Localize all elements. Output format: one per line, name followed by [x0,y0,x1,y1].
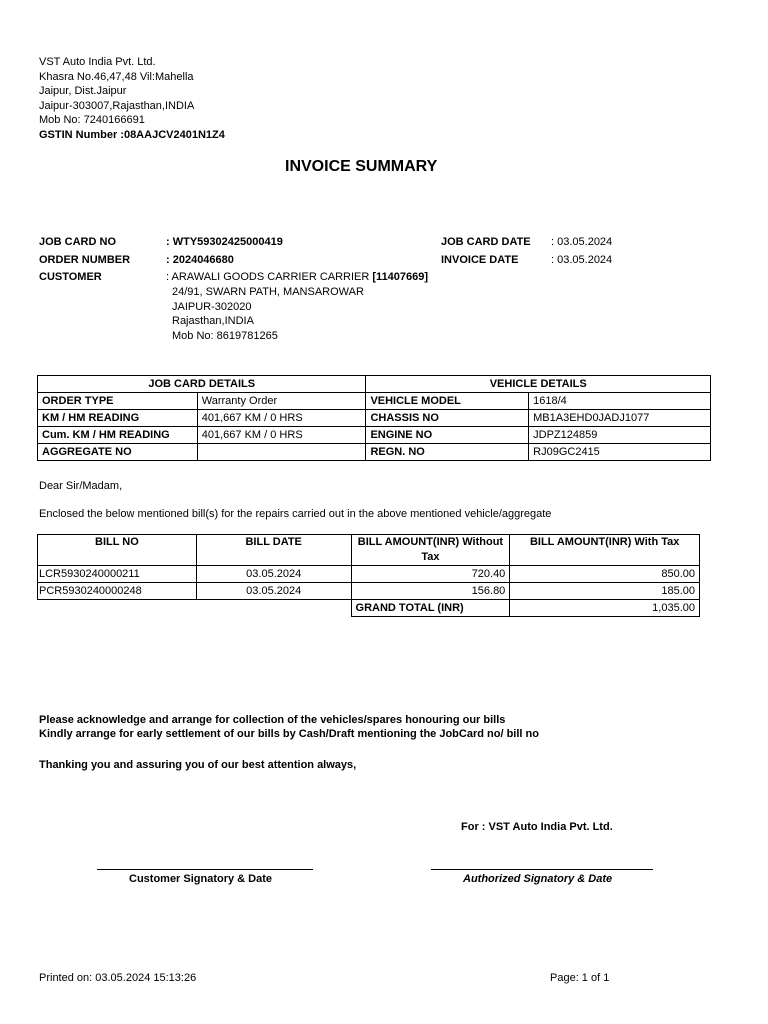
acknowledge-text: Please acknowledge and arrange for collection of the vehicles/spares honouring our bills [39,714,506,726]
job-card-date-value: : 03.05.2024 [551,236,613,248]
page-title: INVOICE SUMMARY [285,158,438,175]
table-row [38,566,700,583]
settlement-text: Kindly arrange for early settlement of our bills by Cash/Draft mentioning the JobCard no/ bill no [39,728,539,740]
order-type-label: ORDER TYPE [38,393,198,410]
bill-date: 03.05.2024 [196,566,351,583]
bill-date-header: BILL DATE [196,535,351,566]
company-address-line: Mob No: 7240166691 [39,114,145,126]
amount-with-tax: 850.00 [510,566,700,583]
customer-signature-line [97,869,313,870]
for-company: For : VST Auto India Pvt. Ltd. [461,821,613,833]
customer-address-line: JAIPUR-302020 [172,300,252,313]
company-address [39,55,225,142]
order-number-value: : 2024046680 [166,254,234,266]
bills-header-row [38,535,700,566]
invoice-date-value: : 03.05.2024 [551,254,613,266]
engine-no-value: JDPZ124859 [529,427,711,444]
aggregate-no-label: AGGREGATE NO [38,444,198,461]
customer-name-text: : ARAWALI GOODS CARRIER CARRIER [166,271,370,283]
company-name: VST Auto India Pvt. Ltd. [39,56,156,68]
vehicle-details-heading: VEHICLE DETAILS [366,376,711,393]
grand-total-row [38,600,700,617]
order-type-value: Warranty Order [197,393,366,410]
page-number: Page: 1 of 1 [550,972,610,984]
customer-code: [11407669] [372,271,429,283]
chassis-no-value: MB1A3EHD0JADJ1077 [529,410,711,427]
table-row [38,444,711,461]
customer-address-line: 24/91, SWARN PATH, MANSAROWAR [172,286,364,298]
cum-km-reading-value: 401,667 KM / 0 HRS [197,427,366,444]
bills-table [37,534,700,617]
vehicle-model-value: 1618/4 [529,393,711,410]
amount-without-tax: 156.80 [351,583,510,600]
job-card-date-label: JOB CARD DATE [441,236,531,248]
printed-on: Printed on: 03.05.2024 15:13:26 [39,972,197,984]
customer-label: CUSTOMER [39,271,102,283]
invoice-date-label: INVOICE DATE [441,254,519,266]
km-reading-label: KM / HM READING [38,410,198,427]
customer-address-line: Rajasthan,INDIA [172,315,254,327]
bill-no: PCR5930240000248 [38,583,197,600]
table-row [38,583,700,600]
bill-no: LCR5930240000211 [38,566,197,583]
table-row [38,427,711,444]
job-card-no-label: JOB CARD NO [39,236,117,248]
amount-without-tax: 720.40 [351,566,510,583]
job-card-no-value: : WTY59302425000419 [166,236,283,248]
amount-with-tax-header: BILL AMOUNT(INR) With Tax [510,535,700,566]
table-row [38,393,711,410]
details-header-row [38,376,711,393]
amount-with-tax: 185.00 [510,583,700,600]
bill-no-header: BILL NO [38,535,197,566]
company-gstin: GSTIN Number :08AAJCV2401N1Z4 [39,128,225,141]
cum-km-reading-label: Cum. KM / HM READING [38,427,198,444]
grand-total-label: GRAND TOTAL (INR) [351,600,510,617]
vehicle-model-label: VEHICLE MODEL [366,393,529,410]
grand-total-value: 1,035.00 [510,600,700,617]
intro-text: Enclosed the below mentioned bill(s) for the repairs carried out in the above mentioned vehicle/aggregate [39,508,552,520]
job-card-details-heading: JOB CARD DETAILS [38,376,366,393]
company-address-line: Khasra No.46,47,48 Vil:Mahella [39,70,194,83]
customer-address [172,285,364,343]
km-reading-value: 401,667 KM / 0 HRS [197,410,366,427]
regn-no-label: REGN. NO [366,444,529,461]
engine-no-label: ENGINE NO [366,427,529,444]
customer-name [166,271,428,283]
table-row [38,410,711,427]
company-address-line: Jaipur-303007,Rajasthan,INDIA [39,99,195,112]
thanks-text: Thanking you and assuring you of our best attention always, [39,759,357,771]
bill-date: 03.05.2024 [196,583,351,600]
aggregate-no-value [197,444,366,461]
company-address-line: Jaipur, Dist.Jaipur [39,85,127,97]
order-number-label: ORDER NUMBER [39,254,131,266]
greeting: Dear Sir/Madam, [39,480,123,492]
customer-signatory-label: Customer Signatory & Date [129,873,273,885]
customer-address-line: Mob No: 8619781265 [172,329,278,342]
amount-without-tax-header: BILL AMOUNT(INR) Without Tax [351,535,510,566]
details-table [37,375,711,461]
authorized-signatory-label: Authorized Signatory & Date [463,873,613,885]
chassis-no-label: CHASSIS NO [366,410,529,427]
regn-no-value: RJ09GC2415 [529,444,711,461]
authorized-signature-line [431,869,653,870]
